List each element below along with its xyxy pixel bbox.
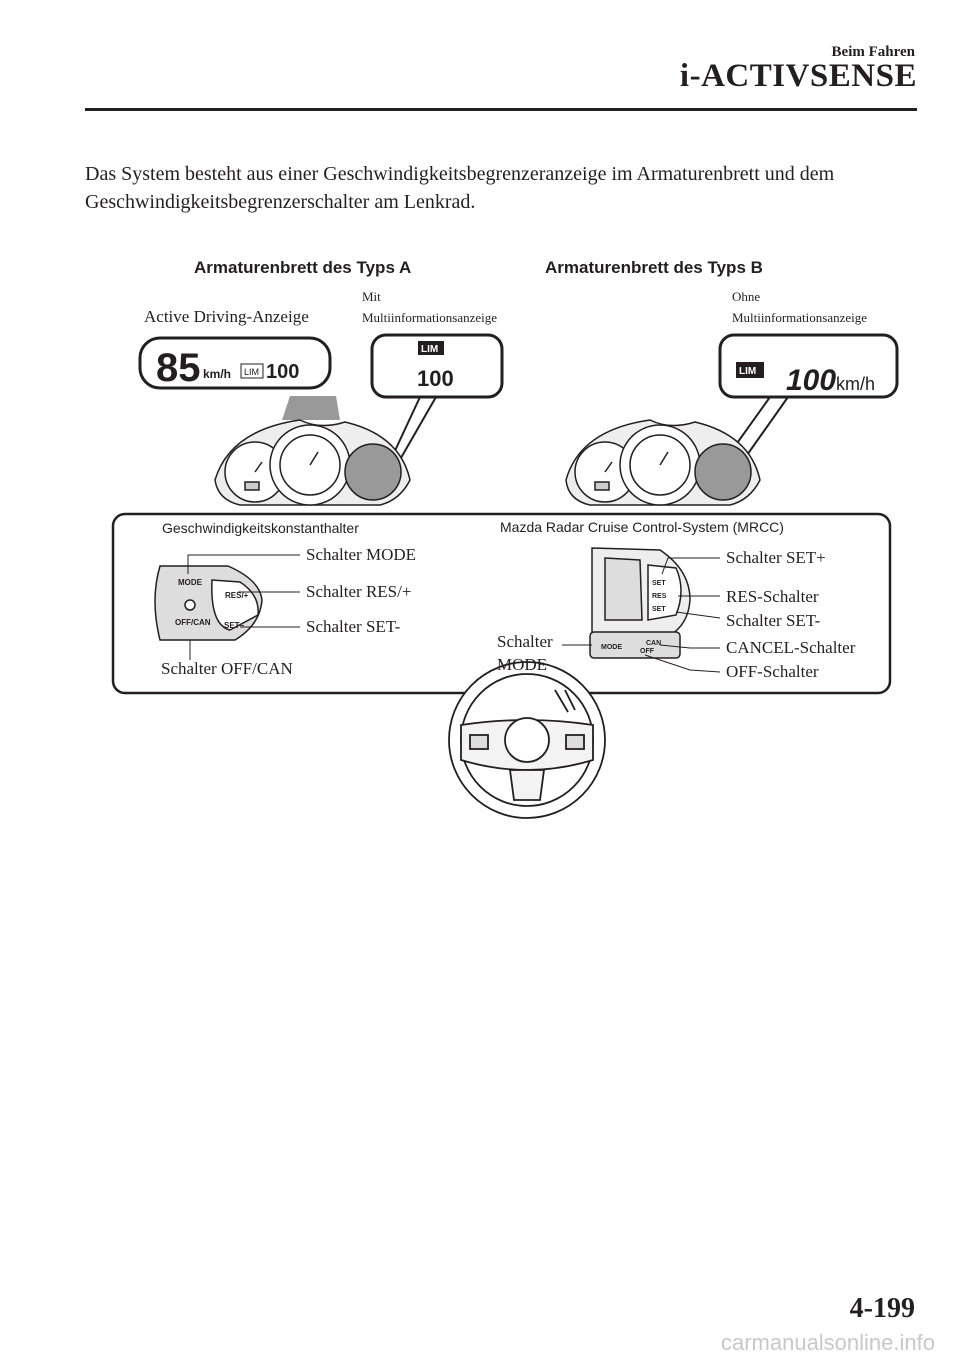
right-switch-set2-text: SET (652, 606, 666, 613)
display-b-lim: LIM (739, 366, 757, 377)
right-switch-set-text: SET (652, 580, 666, 587)
left-switch-res-text: RES/+ (225, 591, 249, 600)
right-switch-can-text: CAN (646, 640, 662, 647)
display-a-lim: LIM (244, 367, 260, 377)
mit-label-line2: Multiinformationsanzeige (362, 310, 498, 325)
intro-paragraph: Das System besteht aus einer Geschwindigkeitsbegrenzeranzeige im Armaturenbrett und dem Geschwindigkeitsbegrenzerschalter am Lenkrad. (85, 163, 835, 213)
display-a-speed: 85 (156, 346, 201, 390)
label-mode-line1: Schalter (497, 632, 553, 651)
left-panel-title: Geschwindigkeitskonstanthalter (162, 520, 359, 536)
active-driving-display (140, 338, 340, 420)
type-a-title: Armaturenbrett des Typs A (194, 258, 412, 277)
label-schalter-mode: Schalter MODE (306, 545, 417, 564)
page-number: 4-199 (849, 1293, 915, 1324)
watermark: carmanualsonline.info (720, 1330, 935, 1355)
display-a-unit: km/h (203, 367, 232, 381)
type-b-title: Armaturenbrett des Typs B (545, 258, 763, 277)
chapter-title: i-ACTIVSENSE (679, 58, 917, 94)
label-res-schalter: RES-Schalter (726, 587, 819, 606)
right-switch-off-text: OFF (640, 648, 654, 655)
steering-wheel (449, 662, 605, 818)
left-switch-mode-text: MODE (178, 578, 202, 587)
label-schalter-set-plus: Schalter SET+ (726, 548, 826, 567)
instrument-cluster-b (566, 420, 760, 505)
label-schalter-off-can: Schalter OFF/CAN (161, 659, 293, 678)
section-title: Beim Fahren (831, 44, 915, 60)
active-driving-label: Active Driving-Anzeige (144, 307, 309, 326)
display-b-unit: km/h (836, 374, 876, 394)
display-b-limit: 100 (786, 364, 837, 397)
right-switch-mode-text: MODE (601, 644, 622, 651)
label-schalter-set: Schalter SET- (306, 617, 401, 636)
label-schalter-res: Schalter RES/+ (306, 582, 412, 601)
right-switch-res-text: RES (652, 593, 667, 600)
instrument-cluster-a (215, 420, 410, 505)
label-cancel-schalter: CANCEL-Schalter (726, 638, 856, 657)
display-mid-lim: LIM (421, 344, 439, 355)
display-a-limit: 100 (266, 361, 300, 383)
mrcc-switch-right (590, 548, 690, 658)
cruise-switch-left (155, 566, 262, 640)
right-panel-title: Mazda Radar Cruise Control-System (MRCC) (500, 519, 784, 535)
left-switch-off-text: OFF/CAN (175, 618, 211, 627)
display-mid-limit: 100 (417, 366, 454, 391)
ohne-label-line2: Multiinformationsanzeige (732, 310, 868, 325)
label-mode-line2: MODE (497, 655, 548, 674)
left-switch-set-text: SET− (224, 621, 245, 630)
type-b-display (720, 335, 897, 465)
ohne-label-line1: Ohne (732, 289, 761, 304)
label-off-schalter: OFF-Schalter (726, 662, 819, 681)
label-schalter-set-minus: Schalter SET- (726, 611, 821, 630)
mit-label-line1: Mit (362, 289, 381, 304)
